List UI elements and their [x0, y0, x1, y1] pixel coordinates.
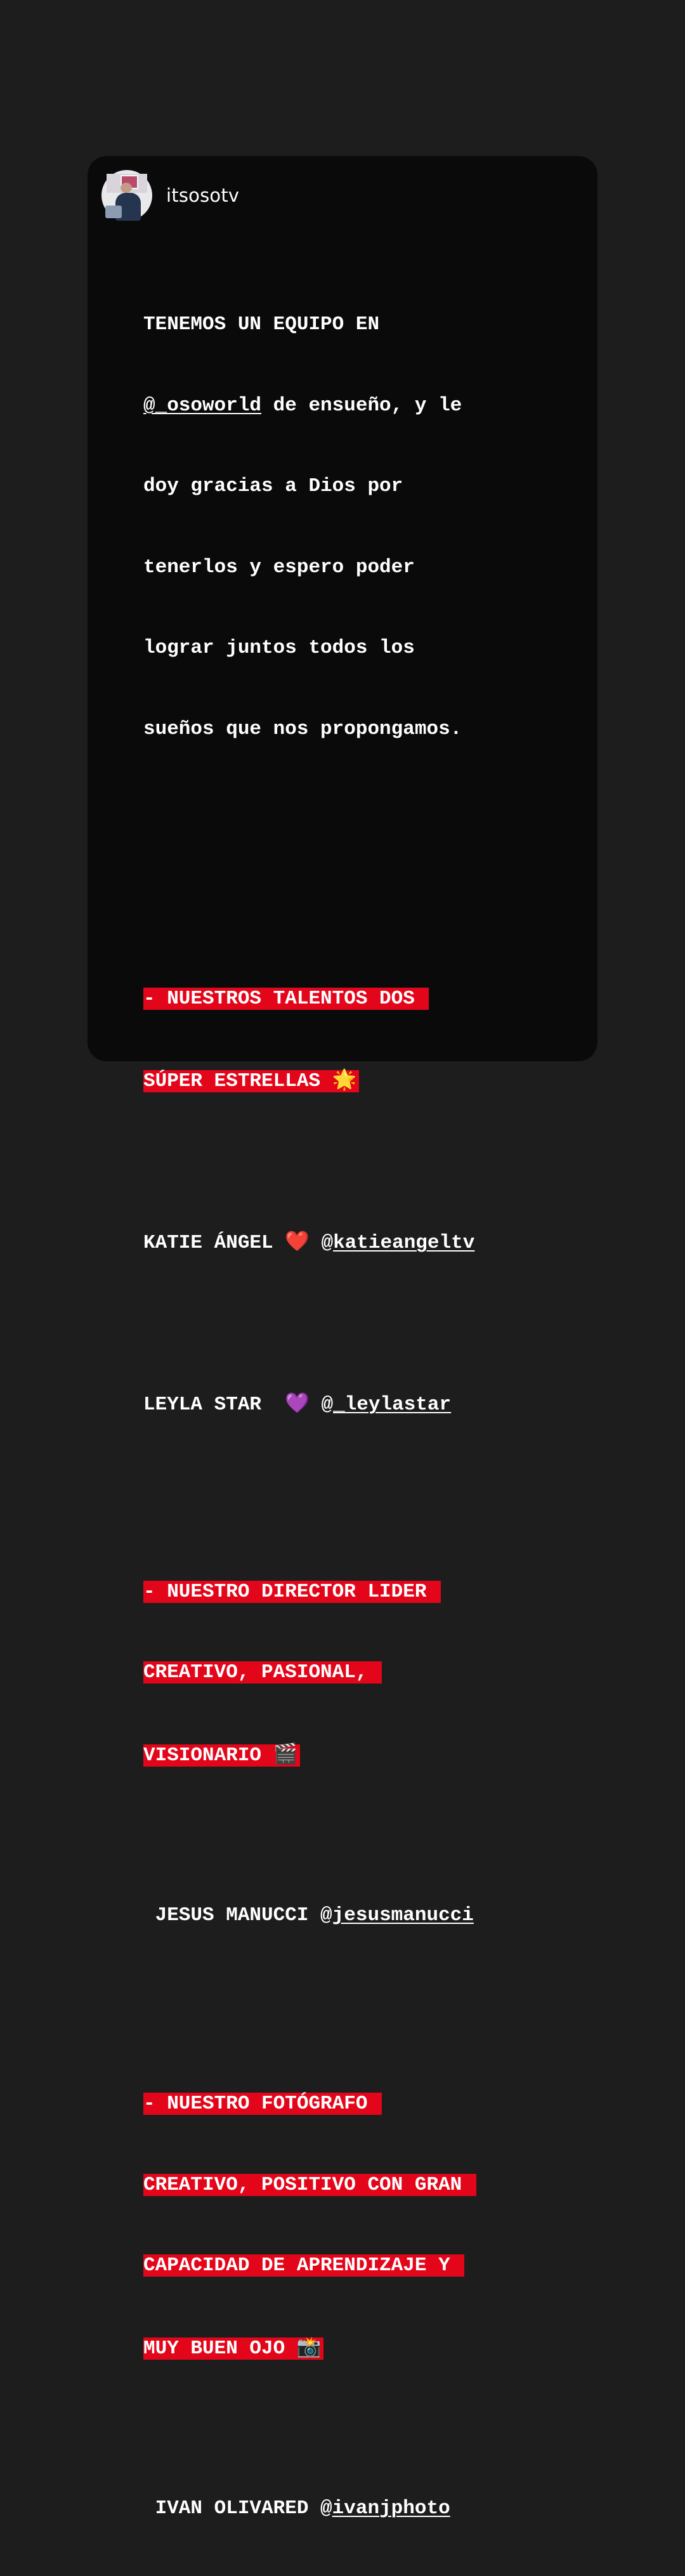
text-line: TENEMOS UN EQUIPO EN: [143, 313, 380, 336]
talentos-heading-1: - NUESTROS TALENTOS DOS: [143, 988, 429, 1010]
mention-leylastar[interactable]: _leylastar: [333, 1394, 452, 1416]
person-name: IVAN OLIVARED @: [143, 2497, 332, 2520]
heading-text: VISIONARIO: [143, 1744, 273, 1767]
story-header: [101, 170, 239, 221]
at-sign: @: [309, 1232, 334, 1254]
director-heading-2: CREATIVO, PASIONAL,: [143, 1661, 382, 1684]
text-line: doy gracias a Dios por: [143, 475, 403, 497]
glowing-star-icon: 🌟: [332, 1068, 357, 1091]
highlight-line: [143, 1579, 575, 1606]
person-line: [143, 1390, 575, 1417]
person-name: KATIE ÁNGEL: [143, 1232, 285, 1254]
story-text: [143, 258, 575, 2576]
text-line: tenerlos y espero poder: [143, 556, 415, 579]
fotografo-heading-1: - NUESTRO FOTÓGRAFO: [143, 2093, 382, 2115]
heading-text: MUY BUEN OJO: [143, 2337, 297, 2360]
person-line: [143, 2495, 575, 2523]
director-heading-3: [143, 1744, 300, 1767]
person-name: JESUS MANUCCI @: [143, 1904, 332, 1926]
heading-text: SÚPER ESTRELLAS: [143, 1070, 332, 1092]
clapper-board-icon: 🎬: [273, 1742, 298, 1765]
mention-osoworld[interactable]: @_osoworld: [143, 394, 262, 417]
fotografo-heading-4: [143, 2337, 323, 2360]
mention-katieangeltv[interactable]: katieangeltv: [333, 1232, 475, 1254]
text-line: sueños que nos propongamos.: [143, 717, 462, 740]
highlight-line: [143, 986, 575, 1013]
person-name: LEYLA STAR: [143, 1394, 285, 1416]
purple-heart-icon: 💜: [285, 1392, 310, 1415]
fotografo-heading-3: CAPACIDAD DE APRENDIZAJE Y: [143, 2254, 464, 2277]
red-heart-icon: ❤️: [285, 1230, 310, 1253]
username[interactable]: itsosotv: [166, 185, 240, 206]
avatar[interactable]: [101, 170, 152, 221]
text-fragment: de ensueño, y le: [261, 394, 462, 417]
highlight-line: [143, 2172, 575, 2199]
at-sign: @: [309, 1394, 334, 1416]
mention-jesusmanucci[interactable]: jesusmanucci: [332, 1904, 474, 1926]
highlight-line: [143, 1659, 575, 1687]
highlight-line: [143, 1741, 575, 1768]
highlight-line: [143, 2091, 575, 2118]
director-heading-1: - NUESTRO DIRECTOR LIDER: [143, 1581, 441, 1603]
highlight-line: [143, 2252, 575, 2280]
person-line: [143, 1902, 575, 1930]
text-line: [143, 393, 575, 420]
highlight-line: [143, 1066, 575, 1094]
highlight-line: [143, 2334, 575, 2361]
text-line: lograr juntos todos los: [143, 637, 415, 659]
story-card: [88, 156, 597, 2520]
fotografo-heading-2: CREATIVO, POSITIVO CON GRAN: [143, 2174, 476, 2196]
talentos-heading-2: [143, 1070, 359, 1092]
person-line: [143, 1228, 575, 1255]
mention-ivanjphoto[interactable]: ivanjphoto: [332, 2497, 450, 2520]
camera-flash-icon: 📸: [296, 2335, 322, 2358]
